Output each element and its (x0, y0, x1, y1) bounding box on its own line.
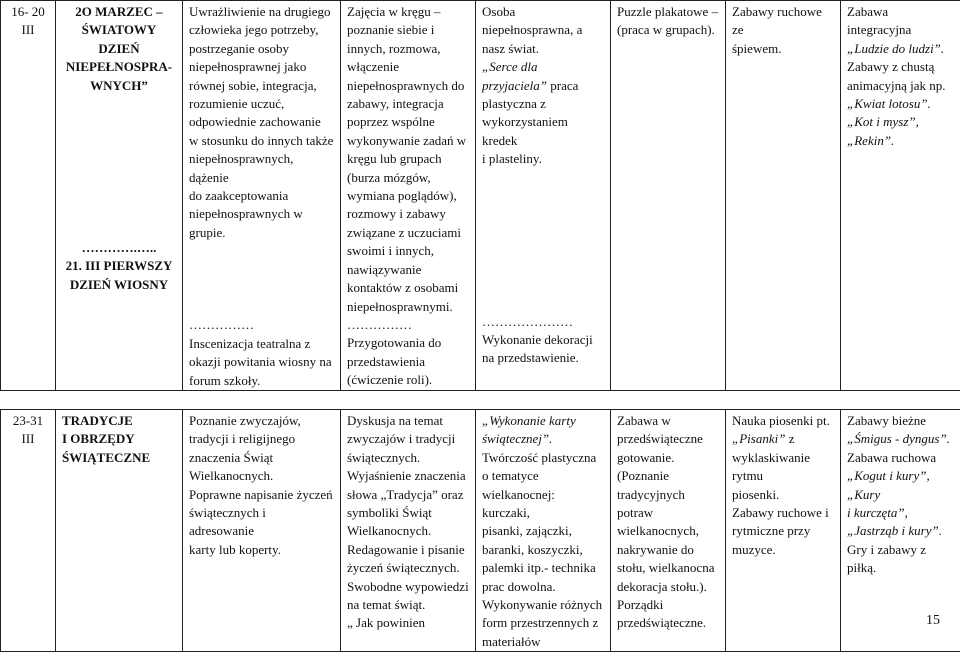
games-title: „Śmigus - dyngus”. (847, 430, 954, 448)
games-cell (841, 410, 960, 652)
art-title: „Serce dla przyjaciela” (482, 59, 547, 92)
dots-separator: ………………… (482, 313, 604, 331)
topic-text-spring: 21. III PIERWSZY DZIEŃ WIOSNY (62, 257, 176, 294)
games-text-2: Zabawa ruchowa (847, 449, 954, 467)
games-titles: „Kogut i kury”, „Kury i kurczęta”, „Jastrząb i kury”. (847, 467, 954, 541)
games-title: „Ludzie do ludzi”. (847, 40, 954, 58)
methods-cell (341, 1, 476, 391)
music-cell (726, 410, 841, 652)
art-text: Twórczość plastyczna o tematyce wielkanocnej: kurczaki, pisanki, zajączki, baranki, koszyczki, palemki itp.- technika prac dowolna. Wykonywanie różnych form przestrzennych z materiałów (482, 449, 604, 651)
games-text-3: Gry i zabawy z piłką. (847, 541, 954, 578)
tech-text: Zabawa w przedświąteczne gotowanie. (Poznanie tradycyjnych potraw wielkanocnych, nakrywanie do stołu, wielkanocna dekoracja stołu.). Porządki przedświąteczne. (617, 412, 719, 633)
tech-cell (611, 1, 726, 391)
date-text: 16- 20 III (7, 3, 49, 40)
music-cell (726, 1, 841, 391)
art-cell (476, 410, 611, 652)
art-cell (476, 1, 611, 391)
goals-cell (183, 410, 341, 652)
table-row (1, 1, 960, 391)
methods-text-spring: Przygotowania do przedstawienia (ćwiczenie roli). (347, 334, 469, 389)
games-titles: „Kwiat lotosu”. „Kot i mysz”, „Rekin”. (847, 95, 954, 150)
schedule-table-march-2 (0, 409, 960, 652)
dots-separator: …………… (347, 316, 469, 334)
page-number: 15 (926, 613, 940, 629)
dots-separator: …………… (189, 316, 334, 334)
games-text: Zabawy bieżne (847, 412, 954, 430)
methods-text: Dyskusja na temat zwyczajów i tradycji świątecznych. Wyjaśnienie znaczenia słowa „Tradycja” oraz symboliki Świąt Wielkanocnych. Redagowanie i pisanie życzeń świątecznych. Swobodne wypowiedzi na temat świąt. „ Jak powinien (347, 412, 469, 633)
dots-separator: ………….….. (62, 239, 176, 257)
topic-cell (56, 1, 183, 391)
topic-cell (56, 410, 183, 652)
date-cell (1, 1, 56, 391)
art-text-spring: Wykonanie dekoracji na przedstawienie. (482, 331, 604, 368)
methods-cell (341, 410, 476, 652)
music-title: „Pisanki” (732, 431, 785, 446)
topic-text: TRADYCJE I OBRZĘDY ŚWIĄTECZNE (62, 412, 176, 467)
topic-text: 2O MARZEC – ŚWIATOWY DZIEŃ NIEPEŁNOSPRA- WNYCH” (62, 3, 176, 95)
goals-text: Poznanie zwyczajów, tradycji i religijnego znaczenia Świąt Wielkanocnych. Poprawne napisanie życzeń świątecznych i adresowanie karty lub koperty. (189, 412, 334, 559)
goals-cell (183, 1, 341, 391)
goals-text: Uwrażliwienie na drugiego człowieka jego potrzeby, postrzeganie osoby niepełnosprawnej jako równej sobie, integracja, rozumienie uczuć, odpowiednie zachowanie w stosunku do innych także niepełnosprawnych, dążenie do zaakceptowania niepełnosprawnych w grupie. (189, 3, 334, 242)
methods-text: Zajęcia w kręgu – poznanie siebie i innych, rozmowa, włączenie niepełnosprawnych do zabawy, integracja poprzez wspólne wykonywanie zadań w kręgu lub grupach (burza mózgów, wymiana poglądów), rozmowy i zabawy związane z uczuciami swoimi i innych, nawiązywanie kontaktów z osobami niepełnosprawnymi. (347, 3, 469, 316)
tech-text: Puzzle plakatowe – (praca w grupach). (617, 3, 719, 40)
table-row (1, 410, 960, 652)
games-text-2: Zabawy z chustą animacyjną jak np. (847, 58, 954, 95)
art-text: Osoba niepełnosprawna, a nasz świat. (482, 3, 604, 58)
games-cell (841, 1, 960, 391)
art-text-2: praca plastyczna z wykorzystaniem kredek i plasteliny. (482, 78, 578, 167)
music-text: Nauka piosenki pt. (732, 412, 834, 430)
date-text: 23-31 III (7, 412, 49, 449)
music-text-2: z wyklaskiwanie rytmu piosenki. Zabawy ruchowe i rytmiczne przy muzyce. (732, 431, 829, 556)
date-cell (1, 410, 56, 652)
games-text: Zabawa integracyjna (847, 3, 954, 40)
goals-text-spring: Inscenizacja teatralna z okazji powitania wiosny na forum szkoły. (189, 335, 334, 390)
tech-cell (611, 410, 726, 652)
art-title: „Wykonanie karty świątecznej”. (482, 412, 604, 449)
music-text: Zabawy ruchowe ze śpiewem. (732, 3, 834, 58)
